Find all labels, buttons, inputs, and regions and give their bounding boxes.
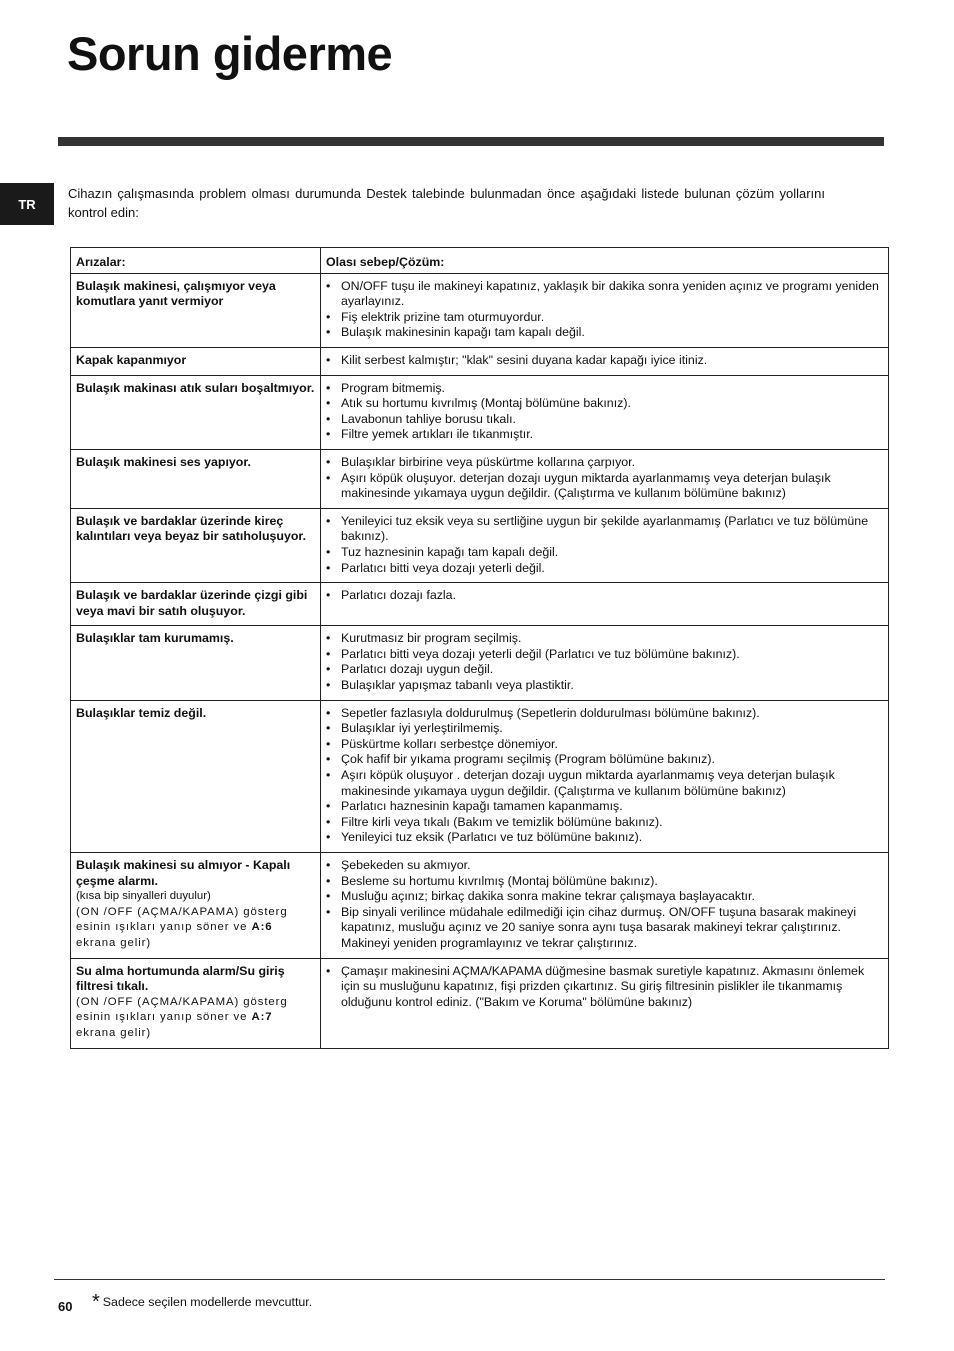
causes-list — [326, 455, 883, 502]
causes-list — [326, 631, 883, 693]
fault-indicator-text: (ON /OFF (AÇMA/KAPAMA) gösterg esinin ışıkları yanıp söner ve — [76, 905, 288, 934]
fault-title: Bulaşık makinası atık suları boşaltmıyor. — [76, 380, 315, 395]
cause-item: • Musluğu açınız; birkaç dakika sonra makine tekrar çalışmaya başlayacaktır. — [326, 889, 883, 905]
intro-text: Cihazın çalışmasında problem olması durumunda Destek talebinde bulunmadan önce aşağıdaki listede bulunan çözüm yollarını kontrol edin: — [68, 186, 825, 220]
table-row — [71, 583, 889, 626]
fault-title: Su alma hortumunda alarm/Su giriş filtresi tıkalı. — [76, 963, 285, 994]
fault-indicator-note — [76, 905, 315, 952]
cause-item: • Atık su hortumu kıvrılmış (Montaj bölümüne bakınız). — [326, 396, 883, 412]
causes-list — [326, 858, 883, 952]
troubleshooting-table — [70, 247, 889, 1049]
cause-item: • Lavabonun tahliye borusu tıkalı. — [326, 412, 883, 428]
cause-item: • Yenileyici tuz eksik veya su sertliğine uygun bir şekilde ayarlanmamış (Parlatıcı ve tuz bölümüne bakınız). — [326, 514, 883, 545]
cause-item: • Çamaşır makinesini AÇMA/KAPAMA düğmesine basmak suretiyle kapatınız. Akmasını önlemek için su musluğunu kapatınız, fişi prizden çıkartınız. Su giriş filtresinin pislikler ile tıkanmamış olduğunu kontrol ediniz. ("Bakım ve Koruma" bölümüne bakınız) — [326, 964, 883, 1011]
table-row — [71, 347, 889, 375]
cause-item: • Bulaşık makinesinin kapağı tam kapalı değil. — [326, 325, 883, 341]
fault-cell — [71, 347, 321, 375]
table-row — [71, 958, 889, 1048]
cause-item: • Filtre kirli veya tıkalı (Bakım ve temizlik bölümüne bakınız). — [326, 815, 883, 831]
fault-cell — [71, 449, 321, 508]
fault-title: Bulaşıklar tam kurumamış. — [76, 631, 234, 646]
cause-item: • Besleme su hortumu kıvrılmış (Montaj bölümüne bakınız). — [326, 874, 883, 890]
cause-item: • Parlatıcı dozajı uygun değil. — [326, 662, 883, 678]
causes-list — [326, 279, 883, 341]
causes-cell — [321, 853, 889, 959]
error-code: A:7 — [251, 1011, 273, 1024]
fault-title: Bulaşık makinesi ses yapıyor. — [76, 454, 251, 469]
footnote — [92, 1291, 312, 1314]
fault-title: Bulaşıklar temiz değil. — [76, 705, 207, 720]
cause-item: • Fiş elektrik prizine tam oturmuyordur. — [326, 310, 883, 326]
causes-list — [326, 706, 883, 846]
header-faults: Arızalar: — [71, 248, 321, 274]
fault-note: (kısa bip sinyalleri duyulur) — [76, 890, 211, 903]
causes-list — [326, 353, 883, 369]
cause-item: • Bulaşıklar yapışmaz tabanlı veya plastiktir. — [326, 678, 883, 694]
fault-title: Bulaşık ve bardaklar üzerinde çizgi gibi veya mavi bir satıh oluşuyor. — [76, 588, 308, 618]
header-causes: Olası sebep/Çözüm: — [321, 248, 889, 274]
cause-item: • Aşırı köpük oluşuyor. deterjan dozajı uygun miktarda ayarlanmamış veya deterjan bulaşık makinesinde yıkamaya uygun değildir. (Çalıştırma ve kullanım bölümüne bakınız) — [326, 471, 883, 502]
cause-item: • Bulaşıklar birbirine veya püskürtme kollarına çarpıyor. — [326, 455, 883, 471]
table-header-row — [71, 248, 889, 274]
fault-title: Bulaşık ve bardaklar üzerinde kireç kalıntıları veya beyaz bir satıholuşuyor. — [76, 513, 307, 544]
causes-cell — [321, 375, 889, 449]
causes-cell — [321, 958, 889, 1048]
fault-cell — [71, 626, 321, 700]
cause-item: • Tuz haznesinin kapağı tam kapalı değil. — [326, 545, 883, 561]
cause-item: • Parlatıcı bitti veya dozajı yeterli değil (Parlatıcı ve tuz bölümüne bakınız). — [326, 647, 883, 663]
title-divider — [58, 137, 884, 146]
cause-item: • Sepetler fazlasıyla doldurulmuş (Sepetlerin doldurulması bölümüne bakınız). — [326, 706, 883, 722]
table-row — [71, 508, 889, 582]
causes-cell — [321, 347, 889, 375]
table-row — [71, 700, 889, 852]
footer-divider — [54, 1279, 885, 1280]
language-tab: TR — [0, 183, 54, 225]
causes-list — [326, 964, 883, 1011]
fault-indicator-text: (ON /OFF (AÇMA/KAPAMA) gösterg esinin ışıkları yanıp söner ve — [76, 995, 288, 1024]
cause-item: • Püskürtme kolları serbestçe dönemiyor. — [326, 737, 883, 753]
fault-title: Bulaşık makinesi, çalışmıyor veya komutlara yanıt vermiyor — [76, 278, 276, 309]
fault-cell — [71, 700, 321, 852]
fault-title: Kapak kapanmıyor — [76, 352, 187, 367]
page-number: 60 — [58, 1299, 73, 1314]
fault-indicator-note — [76, 995, 315, 1042]
cause-item: • Bulaşıklar iyi yerleştirilmemiş. — [326, 721, 883, 737]
fault-cell — [71, 375, 321, 449]
causes-cell — [321, 626, 889, 700]
fault-cell — [71, 583, 321, 626]
causes-list — [326, 514, 883, 576]
footnote-text: Sadece seçilen modellerde mevcuttur. — [102, 1295, 313, 1309]
causes-cell — [321, 449, 889, 508]
causes-cell — [321, 700, 889, 852]
fault-cell — [71, 273, 321, 347]
table-row — [71, 273, 889, 347]
table-row — [71, 626, 889, 700]
error-code: A:6 — [251, 921, 273, 934]
fault-cell — [71, 508, 321, 582]
cause-item: • Parlatıcı bitti veya dozajı yeterli değil. — [326, 561, 883, 577]
cause-item: • ON/OFF tuşu ile makineyi kapatınız, yaklaşık bir dakika sonra yeniden açınız ve programı yeniden ayarlayınız. — [326, 279, 883, 310]
cause-item: • Filtre yemek artıkları ile tıkanmıştır. — [326, 427, 883, 443]
table-row — [71, 853, 889, 959]
causes-cell — [321, 508, 889, 582]
fault-indicator-end: ekrana gelir) — [76, 1026, 152, 1039]
causes-list — [326, 381, 883, 443]
page-title: Sorun giderme — [67, 27, 393, 80]
causes-list — [326, 588, 883, 604]
fault-cell — [71, 958, 321, 1048]
fault-title: Bulaşık makinesi su almıyor - Kapalı çeşme alarmı. — [76, 858, 291, 888]
table-row — [71, 375, 889, 449]
cause-item: • Parlatıcı dozajı fazla. — [326, 588, 883, 604]
cause-item: • Çok hafif bir yıkama programı seçilmiş (Program bölümüne bakınız). — [326, 752, 883, 768]
cause-item: • Aşırı köpük oluşuyor . deterjan dozajı uygun miktarda ayarlanmamış veya deterjan bulaşık makinesinde yıkamaya uygun değildir. (Çalıştırma ve kullanım bölümüne bakınız) — [326, 768, 883, 799]
cause-item: • Kurutmasız bir program seçilmiş. — [326, 631, 883, 647]
cause-item: • Parlatıcı haznesinin kapağı tamamen kapanmamış. — [326, 799, 883, 815]
cause-item: • Yenileyici tuz eksik (Parlatıcı ve tuz bölümüne bakınız). — [326, 830, 883, 846]
fault-cell — [71, 853, 321, 959]
cause-item: • Program bitmemiş. — [326, 381, 883, 397]
fault-indicator-end: ekrana gelir) — [76, 936, 152, 949]
cause-item: • Şebekeden su akmıyor. — [326, 858, 883, 874]
causes-cell — [321, 273, 889, 347]
footnote-star: * — [92, 1291, 100, 1313]
cause-item: • Kilit serbest kalmıştır; "klak" sesini duyana kadar kapağı iyice itiniz. — [326, 353, 883, 369]
table-row — [71, 449, 889, 508]
causes-cell — [321, 583, 889, 626]
cause-item: • Bip sinyali verilince müdahale edilmediği için cihaz durmuş. ON/OFF tuşuna basarak makineyi kapatınız, musluğu açınız ve 20 saniye sonra aynı tuşa basarak makineyi tekrar çalıştırınız. Makineyi yeniden programlayınız ve tekrar çalıştırınız. — [326, 905, 883, 952]
